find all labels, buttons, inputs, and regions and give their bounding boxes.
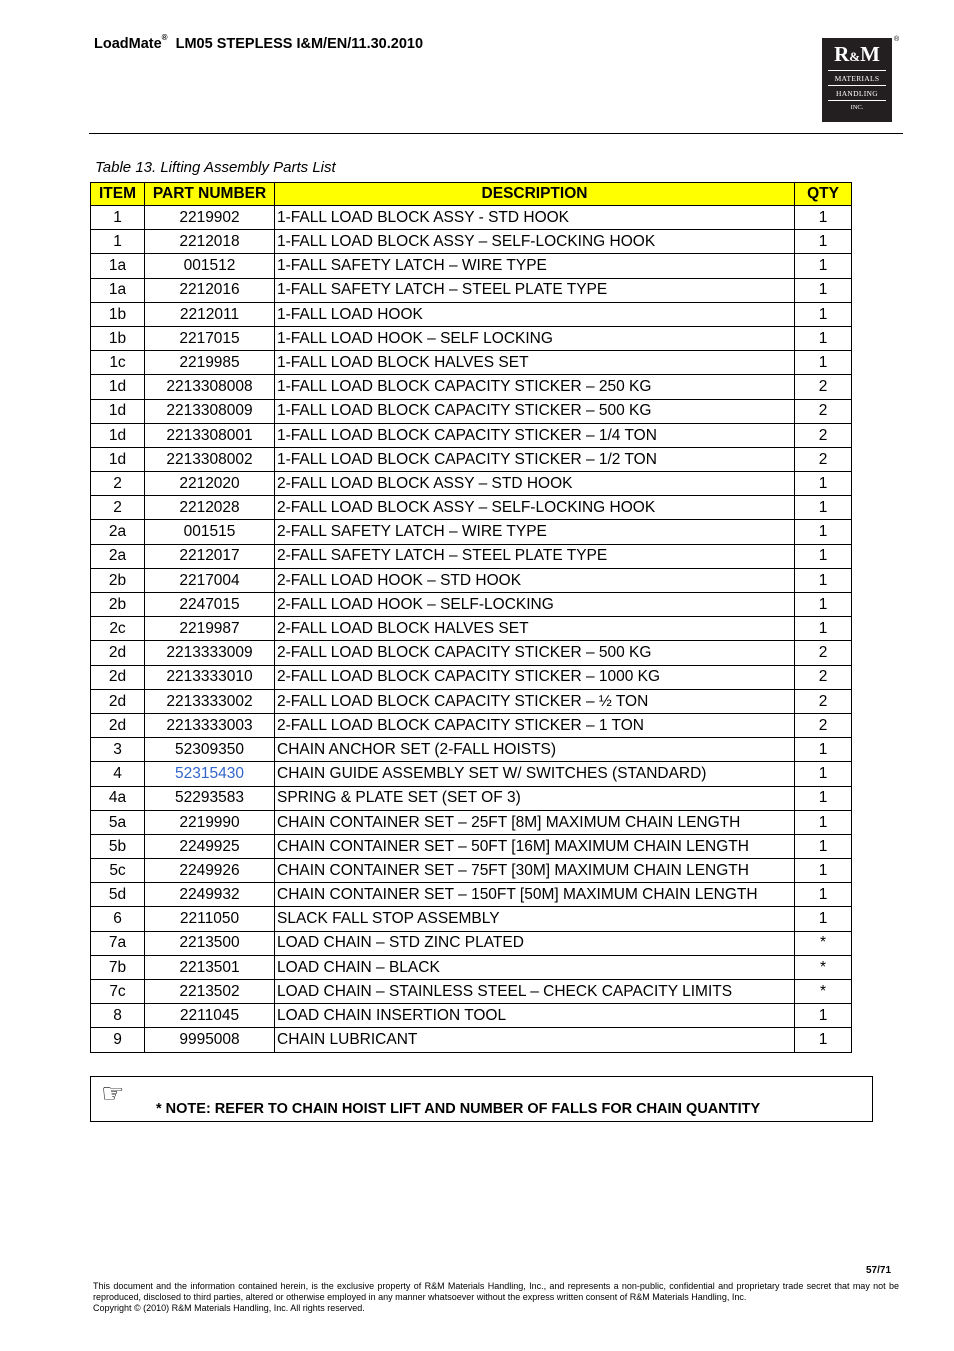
qty-cell: 2 <box>795 423 852 447</box>
table-row <box>91 907 852 931</box>
part-number-cell: 2249926 <box>145 859 275 883</box>
header-description: DESCRIPTION <box>275 183 795 206</box>
description-cell: LOAD CHAIN INSERTION TOOL <box>275 1004 795 1028</box>
qty-cell: 1 <box>795 472 852 496</box>
part-number-cell: 2213308001 <box>145 423 275 447</box>
logo-handling: HANDLING <box>828 85 886 100</box>
description-cell: SLACK FALL STOP ASSEMBLY <box>275 907 795 931</box>
table-row <box>91 472 852 496</box>
table-row <box>91 955 852 979</box>
qty-cell: 1 <box>795 810 852 834</box>
table-row <box>91 810 852 834</box>
table-row <box>91 302 852 326</box>
item-cell: 2d <box>91 689 145 713</box>
table-row <box>91 883 852 907</box>
table-row <box>91 1028 852 1052</box>
part-number-cell: 2212017 <box>145 544 275 568</box>
description-cell: 2-FALL LOAD HOOK – SELF-LOCKING <box>275 593 795 617</box>
table-row <box>91 423 852 447</box>
table-row <box>91 859 852 883</box>
table-row <box>91 786 852 810</box>
description-cell: 2-FALL SAFETY LATCH – WIRE TYPE <box>275 520 795 544</box>
item-cell: 2a <box>91 520 145 544</box>
part-number-cell: 2213333010 <box>145 665 275 689</box>
table-row <box>91 544 852 568</box>
registered-mark: ® <box>161 33 168 42</box>
qty-cell: 1 <box>795 568 852 592</box>
part-number-cell: 2213308009 <box>145 399 275 423</box>
item-cell: 7b <box>91 955 145 979</box>
description-cell: CHAIN CONTAINER SET – 50FT [16M] MAXIMUM CHAIN LENGTH <box>275 834 795 858</box>
description-cell: 2-FALL LOAD HOOK – STD HOOK <box>275 568 795 592</box>
table-row <box>91 326 852 350</box>
part-number-cell: 52293583 <box>145 786 275 810</box>
qty-cell: 1 <box>795 230 852 254</box>
item-cell: 9 <box>91 1028 145 1052</box>
description-cell: 1-FALL SAFETY LATCH – STEEL PLATE TYPE <box>275 278 795 302</box>
logo-registered-mark: ® <box>894 36 900 43</box>
footer-disclaimer <box>93 1281 899 1314</box>
description-cell: LOAD CHAIN – STD ZINC PLATED <box>275 931 795 955</box>
qty-cell: 1 <box>795 859 852 883</box>
item-cell: 1 <box>91 206 145 230</box>
copyright-text: Copyright © (2010) R&M Materials Handling, Inc. All rights reserved. <box>93 1303 365 1313</box>
logo-inc: INC. <box>828 100 886 111</box>
table-row <box>91 568 852 592</box>
part-number-cell: 2213501 <box>145 955 275 979</box>
description-cell: 2-FALL LOAD BLOCK CAPACITY STICKER – 1 TON <box>275 713 795 737</box>
item-cell: 1 <box>91 230 145 254</box>
description-cell: 2-FALL LOAD BLOCK CAPACITY STICKER – 1000 KG <box>275 665 795 689</box>
qty-cell: 1 <box>795 593 852 617</box>
description-cell: 1-FALL LOAD BLOCK CAPACITY STICKER – 500 KG <box>275 399 795 423</box>
item-cell: 1d <box>91 423 145 447</box>
part-number-cell: 2211050 <box>145 907 275 931</box>
item-cell: 4 <box>91 762 145 786</box>
item-cell: 3 <box>91 738 145 762</box>
description-cell: 2-FALL LOAD BLOCK CAPACITY STICKER – ½ TON <box>275 689 795 713</box>
part-number-cell: 2212018 <box>145 230 275 254</box>
item-cell: 2a <box>91 544 145 568</box>
qty-cell: 1 <box>795 302 852 326</box>
table-row <box>91 375 852 399</box>
item-cell: 2 <box>91 472 145 496</box>
part-number-cell: 2249932 <box>145 883 275 907</box>
description-cell: CHAIN CONTAINER SET – 150FT [50M] MAXIMUM CHAIN LENGTH <box>275 883 795 907</box>
qty-cell: * <box>795 980 852 1004</box>
qty-cell: 1 <box>795 351 852 375</box>
table-row <box>91 593 852 617</box>
table-row <box>91 738 852 762</box>
pointing-hand-icon: ☞ <box>101 1079 125 1109</box>
parts-table <box>90 182 852 1053</box>
part-number-cell: 2213308002 <box>145 447 275 471</box>
qty-cell: 2 <box>795 713 852 737</box>
qty-cell: 1 <box>795 278 852 302</box>
table-row <box>91 617 852 641</box>
description-cell: 1-FALL LOAD BLOCK CAPACITY STICKER – 250 KG <box>275 375 795 399</box>
table-row <box>91 230 852 254</box>
table-row <box>91 834 852 858</box>
part-number-link[interactable]: 52315430 <box>145 762 275 786</box>
description-cell: 1-FALL LOAD HOOK – SELF LOCKING <box>275 326 795 350</box>
item-cell: 2d <box>91 665 145 689</box>
description-cell: 1-FALL LOAD BLOCK CAPACITY STICKER – 1/2 TON <box>275 447 795 471</box>
header-qty: QTY <box>795 183 852 206</box>
part-number-cell: 2247015 <box>145 593 275 617</box>
part-number-cell: 2217004 <box>145 568 275 592</box>
qty-cell: 1 <box>795 254 852 278</box>
qty-cell: 1 <box>795 883 852 907</box>
qty-cell: 1 <box>795 834 852 858</box>
description-cell: 2-FALL LOAD BLOCK ASSY – SELF-LOCKING HOOK <box>275 496 795 520</box>
item-cell: 1a <box>91 254 145 278</box>
qty-cell: 1 <box>795 762 852 786</box>
part-number-cell: 2213333009 <box>145 641 275 665</box>
description-cell: CHAIN LUBRICANT <box>275 1028 795 1052</box>
description-cell: 2-FALL LOAD BLOCK HALVES SET <box>275 617 795 641</box>
item-cell: 4a <box>91 786 145 810</box>
document-header <box>94 33 424 52</box>
item-cell: 1b <box>91 302 145 326</box>
qty-cell: 2 <box>795 399 852 423</box>
part-number-cell: 2213502 <box>145 980 275 1004</box>
table-row <box>91 496 852 520</box>
part-number-cell: 2212020 <box>145 472 275 496</box>
part-number-cell: 2211045 <box>145 1004 275 1028</box>
part-number-cell: 2219902 <box>145 206 275 230</box>
table-row <box>91 351 852 375</box>
table-row <box>91 980 852 1004</box>
table-row <box>91 931 852 955</box>
qty-cell: 1 <box>795 738 852 762</box>
description-cell: LOAD CHAIN – STAINLESS STEEL – CHECK CAPACITY LIMITS <box>275 980 795 1004</box>
part-number-cell: 2213333003 <box>145 713 275 737</box>
header-part-number: PART NUMBER <box>145 183 275 206</box>
table-row <box>91 762 852 786</box>
description-cell: 1-FALL LOAD BLOCK ASSY - STD HOOK <box>275 206 795 230</box>
qty-cell: 1 <box>795 907 852 931</box>
description-cell: 2-FALL LOAD BLOCK ASSY – STD HOOK <box>275 472 795 496</box>
qty-cell: 2 <box>795 689 852 713</box>
qty-cell: 1 <box>795 496 852 520</box>
part-number-cell: 2213500 <box>145 931 275 955</box>
table-row <box>91 206 852 230</box>
qty-cell: 1 <box>795 326 852 350</box>
document-id: LM05 STEPLESS I&M/EN/11.30.2010 <box>175 36 424 52</box>
item-cell: 1d <box>91 399 145 423</box>
brand-name: LoadMate <box>94 36 162 52</box>
item-cell: 2c <box>91 617 145 641</box>
item-cell: 1c <box>91 351 145 375</box>
table-row <box>91 713 852 737</box>
part-number-cell: 2212028 <box>145 496 275 520</box>
qty-cell: * <box>795 955 852 979</box>
description-cell: CHAIN ANCHOR SET (2-FALL HOISTS) <box>275 738 795 762</box>
item-cell: 2b <box>91 568 145 592</box>
part-number-cell: 001512 <box>145 254 275 278</box>
note-box <box>90 1076 873 1122</box>
table-row <box>91 689 852 713</box>
table-row <box>91 278 852 302</box>
table-row <box>91 520 852 544</box>
item-cell: 5d <box>91 883 145 907</box>
description-cell: SPRING & PLATE SET (SET OF 3) <box>275 786 795 810</box>
part-number-cell: 2219990 <box>145 810 275 834</box>
table-row <box>91 254 852 278</box>
item-cell: 2d <box>91 641 145 665</box>
item-cell: 7c <box>91 980 145 1004</box>
logo-materials: MATERIALS <box>828 70 886 85</box>
qty-cell: 2 <box>795 375 852 399</box>
part-number-cell: 2219985 <box>145 351 275 375</box>
item-cell: 6 <box>91 907 145 931</box>
qty-cell: 2 <box>795 641 852 665</box>
description-cell: 1-FALL LOAD BLOCK HALVES SET <box>275 351 795 375</box>
part-number-cell: 001515 <box>145 520 275 544</box>
qty-cell: 1 <box>795 1004 852 1028</box>
part-number-cell: 2212011 <box>145 302 275 326</box>
qty-cell: 1 <box>795 786 852 810</box>
table-row <box>91 665 852 689</box>
item-cell: 8 <box>91 1004 145 1028</box>
qty-cell: * <box>795 931 852 955</box>
description-cell: 1-FALL LOAD BLOCK CAPACITY STICKER – 1/4 TON <box>275 423 795 447</box>
item-cell: 1a <box>91 278 145 302</box>
item-cell: 5a <box>91 810 145 834</box>
logo-monogram: R&M <box>834 42 880 66</box>
description-cell: CHAIN GUIDE ASSEMBLY SET W/ SWITCHES (STANDARD) <box>275 762 795 786</box>
qty-cell: 1 <box>795 544 852 568</box>
part-number-cell: 2213333002 <box>145 689 275 713</box>
part-number-cell: 2213308008 <box>145 375 275 399</box>
table-caption: Table 13. Lifting Assembly Parts List <box>95 159 336 176</box>
item-cell: 1d <box>91 375 145 399</box>
header-item: ITEM <box>91 183 145 206</box>
item-cell: 2 <box>91 496 145 520</box>
qty-cell: 1 <box>795 617 852 641</box>
description-cell: 2-FALL SAFETY LATCH – STEEL PLATE TYPE <box>275 544 795 568</box>
description-cell: LOAD CHAIN – BLACK <box>275 955 795 979</box>
company-logo <box>822 38 892 122</box>
table-row <box>91 399 852 423</box>
part-number-cell: 2219987 <box>145 617 275 641</box>
disclaimer-text: This document and the information contained herein, is the exclusive property of R&M Materials Handling, Inc., and represents a non-public, confidential and proprietary trade secret that may not be reproduced, disclosed to third parties, altered or otherwise employed in any manner whatsoever without the express written consent of R&M Materials Handling, Inc. <box>93 1281 899 1302</box>
description-cell: 1-FALL SAFETY LATCH – WIRE TYPE <box>275 254 795 278</box>
item-cell: 1d <box>91 447 145 471</box>
qty-cell: 1 <box>795 206 852 230</box>
description-cell: 1-FALL LOAD HOOK <box>275 302 795 326</box>
table-header-row <box>91 183 852 206</box>
item-cell: 2b <box>91 593 145 617</box>
item-cell: 7a <box>91 931 145 955</box>
qty-cell: 2 <box>795 447 852 471</box>
part-number-cell: 9995008 <box>145 1028 275 1052</box>
part-number-cell: 2249925 <box>145 834 275 858</box>
item-cell: 1b <box>91 326 145 350</box>
part-number-cell: 2217015 <box>145 326 275 350</box>
table-row <box>91 1004 852 1028</box>
page-number: 57/71 <box>866 1265 892 1276</box>
description-cell: 2-FALL LOAD BLOCK CAPACITY STICKER – 500 KG <box>275 641 795 665</box>
part-number-cell: 2212016 <box>145 278 275 302</box>
item-cell: 2d <box>91 713 145 737</box>
qty-cell: 2 <box>795 665 852 689</box>
table-row <box>91 447 852 471</box>
description-cell: CHAIN CONTAINER SET – 25FT [8M] MAXIMUM CHAIN LENGTH <box>275 810 795 834</box>
item-cell: 5b <box>91 834 145 858</box>
table-row <box>91 641 852 665</box>
item-cell: 5c <box>91 859 145 883</box>
description-cell: 1-FALL LOAD BLOCK ASSY – SELF-LOCKING HOOK <box>275 230 795 254</box>
note-text: * NOTE: REFER TO CHAIN HOIST LIFT AND NUMBER OF FALLS FOR CHAIN QUANTITY <box>156 1101 761 1117</box>
qty-cell: 1 <box>795 1028 852 1052</box>
qty-cell: 1 <box>795 520 852 544</box>
header-divider <box>89 133 903 134</box>
description-cell: CHAIN CONTAINER SET – 75FT [30M] MAXIMUM CHAIN LENGTH <box>275 859 795 883</box>
part-number-cell: 52309350 <box>145 738 275 762</box>
